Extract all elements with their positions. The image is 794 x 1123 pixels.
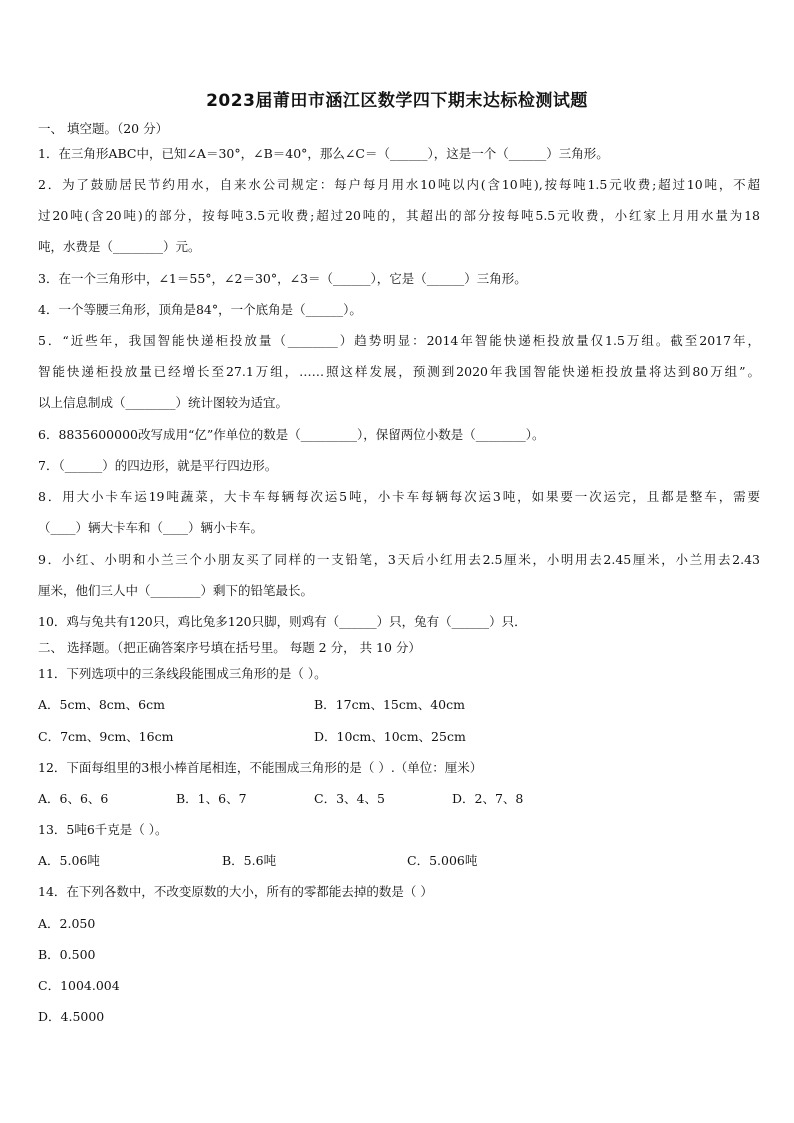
question-8-line-2: （____）辆大卡车和（____）辆小卡车。 [38,520,264,535]
q11-option-a: A．5cm、8cm、6cm [38,697,165,712]
section-fill-blank-heading: 一、 填空题。（20 分） [38,121,169,136]
question-9-line-1: 9．小红、小明和小兰三个小朋友买了同样的一支铅笔，3天后小红用去2.5厘米，小明用去2.45厘米，小兰用去2.43 [38,552,760,567]
q14-option-c: C．1004.004 [38,978,120,993]
question-7: 7．（______）的四边形，就是平行四边形。 [38,458,278,473]
question-2-line-3: 吨，水费是（________）元。 [38,239,201,254]
question-10: 10．鸡与兔共有120只，鸡比兔多120只脚，则鸡有（______）只，兔有（______）只． [38,614,527,629]
q13-option-b: B．5.6吨 [222,853,277,868]
q12-option-c: C．3、4、5 [314,791,385,806]
q13-option-a: A．5.06吨 [38,853,100,868]
q14-option-d: D．4.5000 [38,1009,105,1024]
question-12: 12．下面每组里的3根小棒首尾相连，不能围成三角形的是（ ）.（单位：厘米） [38,760,483,775]
question-13: 13．5吨6千克是（ ）。 [38,822,168,837]
q12-option-a: A．6、6、6 [38,791,109,806]
question-6: 6．8835600000改写成用“亿”作单位的数是（_________），保留两位小数是（________）。 [38,427,545,442]
question-8-line-1: 8．用大小卡车运19吨蔬菜，大卡车每辆每次运5吨，小卡车每辆每次运3吨，如果要一次运完，且都是整车，需要 [38,489,760,504]
q11-option-b: B．17cm、15cm、40cm [314,697,465,712]
question-11: 11．下列选项中的三条线段能围成三角形的是（ ）。 [38,666,327,681]
section-choice-heading: 二、 选择题。（把正确答案序号填在括号里。 每题 2 分， 共 10 分） [38,640,421,655]
question-1: 1．在三角形ABC中，已知∠A＝30°，∠B＝40°，那么∠C＝（______），这是一个（______）三角形。 [38,146,609,161]
q14-option-a: A．2.050 [38,916,96,931]
question-5-line-1: 5．“近些年，我国智能快递柜投放量（________）趋势明显：2014年智能快递柜投放量仅1.5万组。截至2017年， [38,333,760,348]
q11-option-d: D．10cm、10cm、25cm [314,729,466,744]
q14-option-b: B．0.500 [38,947,96,962]
question-14: 14．在下列各数中，不改变原数的大小，所有的零都能去掉的数是（ ） [38,884,433,899]
question-5-line-3: 以上信息制成（________）统计图较为适宜。 [38,395,289,410]
q12-option-d: D．2、7、8 [452,791,524,806]
q13-option-c: C．5.006吨 [407,853,478,868]
question-9-line-2: 厘米，他们三人中（________）剩下的铅笔最长。 [38,583,314,598]
question-5-line-2: 智能快递柜投放量已经增长至27.1万组，……照这样发展，预测到2020年我国智能快递柜投放量将达到80万组”。 [38,364,760,379]
question-2-line-2: 过20吨(含20吨)的部分，按每吨3.5元收费;超过20吨的，其超出的部分按每吨5.5元收费，小红家上月用水量为18 [38,208,760,223]
page-title: 2023届莆田市涵江区数学四下期末达标检测试题 [206,91,588,111]
question-4: 4．一个等腰三角形，顶角是84°，一个底角是（______）。 [38,302,362,317]
q11-option-c: C．7cm、9cm、16cm [38,729,174,744]
question-2-line-1: 2．为了鼓励居民节约用水，自来水公司规定：每户每月用水10吨以内(含10吨),按每吨1.5元收费;超过10吨，不超 [38,177,760,192]
q12-option-b: B．1、6、7 [176,791,247,806]
question-3: 3．在一个三角形中，∠1＝55°，∠2＝30°，∠3＝（______），它是（______）三角形。 [38,271,527,286]
